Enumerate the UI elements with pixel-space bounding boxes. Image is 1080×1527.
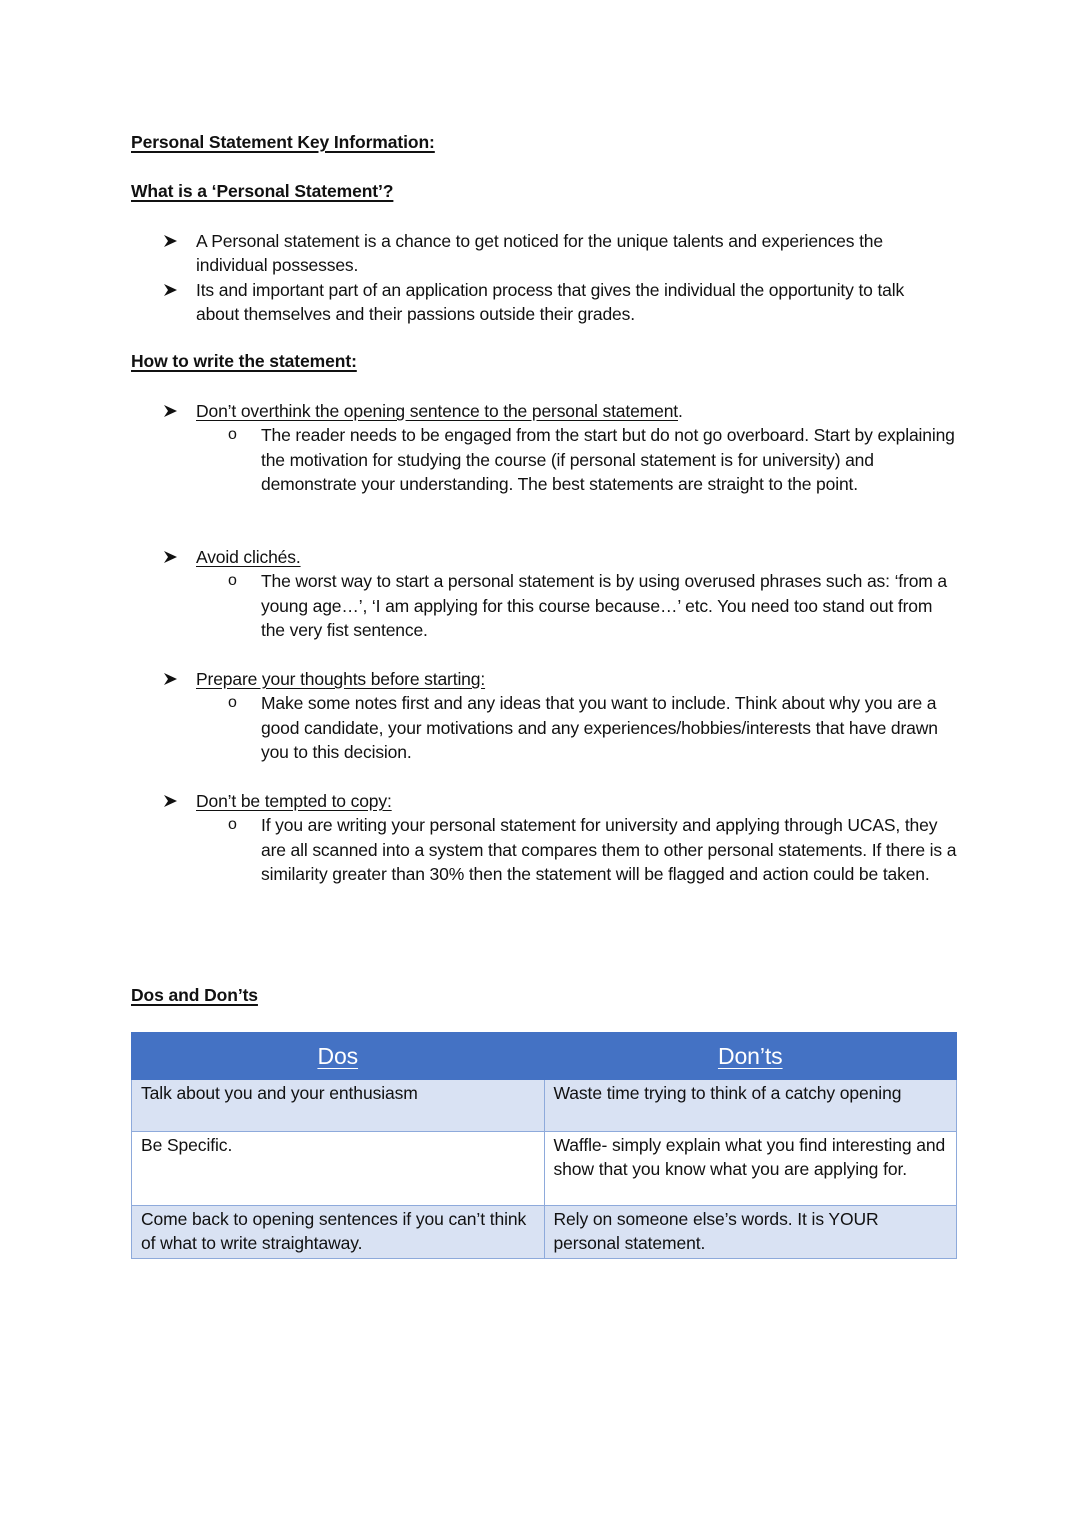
hollow-circle-bullet-icon: o	[228, 694, 237, 712]
hollow-circle-bullet-icon: o	[228, 816, 237, 834]
table-row	[132, 1132, 957, 1206]
tip-title: Avoid clichés.	[196, 547, 301, 567]
section-heading-how-to: How to write the statement:	[131, 351, 357, 371]
tip-detail: The reader needs to be engaged from the start but do not go overboard. Start by explaining the motivation for studying the course (if personal statement is for university) and demonstrate your understanding. The best statements are straight to the point.	[261, 425, 955, 494]
bullet-text: A Personal statement is a chance to get noticed for the unique talents and experiences the individual possesses.	[196, 231, 883, 276]
table-cell-do: Be Specific.	[132, 1132, 545, 1206]
section-heading-what-is: What is a ‘Personal Statement’?	[131, 181, 394, 201]
tip-title: Don’t be tempted to copy:	[196, 791, 392, 811]
table-row	[132, 1080, 957, 1132]
arrowhead-bullet-icon	[163, 667, 181, 691]
tip-detail-row	[0, 813, 1080, 886]
tip-prepare-thoughts	[0, 667, 1080, 764]
tip-detail-row	[0, 423, 1080, 496]
table-cell-do: Talk about you and your enthusiasm	[132, 1080, 545, 1132]
tip-detail: The worst way to start a personal statement is by using overused phrases such as: ‘from a young age…’, ‘I am applying for this course because…’ etc. You need too stand out from the very fist sentence.	[261, 571, 948, 640]
tip-title-row	[0, 789, 1080, 813]
table-cell-do: Come back to opening sentences if you can’t think of what to write straightaway.	[132, 1206, 545, 1259]
list-item	[0, 278, 1080, 327]
tip-detail-row	[0, 569, 1080, 642]
column-header-label: Don’ts	[717, 1042, 783, 1069]
tip-title: Don’t overthink the opening sentence to the personal statement	[196, 401, 678, 421]
table-row	[132, 1206, 957, 1259]
tip-detail: If you are writing your personal statement for university and applying through UCAS, they are all scanned into a system that compares them to other personal statements. If there is a similarity greater than 30% then the statement will be flagged and action could be taken.	[261, 815, 957, 884]
tip-title: Prepare your thoughts before starting:	[196, 669, 486, 689]
column-header-dos	[132, 1033, 545, 1080]
table-cell-dont: Waste time trying to think of a catchy opening	[544, 1080, 957, 1132]
hollow-circle-bullet-icon: o	[228, 572, 237, 590]
arrowhead-bullet-icon	[163, 399, 181, 423]
tip-detail: Make some notes first and any ideas that you want to include. Think about why you are a good candidate, your motivations and any experiences/hobbies/interests that have drawn you to this decision.	[261, 693, 938, 762]
tip-detail-row	[0, 691, 1080, 764]
tip-title-row	[0, 545, 1080, 569]
table-cell-dont: Rely on someone else’s words. It is YOUR personal statement.	[544, 1206, 957, 1259]
column-header-donts	[544, 1033, 957, 1080]
tip-dont-copy	[0, 789, 1080, 886]
what-is-bullet-list	[0, 229, 1080, 326]
hollow-circle-bullet-icon: o	[228, 426, 237, 444]
tip-title-row	[0, 667, 1080, 691]
tip-title-row	[0, 399, 1080, 423]
arrowhead-bullet-icon	[163, 545, 181, 569]
document-title: Personal Statement Key Information:	[131, 132, 435, 152]
dos-donts-table	[131, 1032, 957, 1259]
arrowhead-bullet-icon	[163, 278, 181, 302]
arrowhead-bullet-icon	[163, 229, 181, 253]
tip-avoid-cliches	[0, 545, 1080, 642]
column-header-label: Dos	[317, 1042, 359, 1069]
table-header-row	[132, 1033, 957, 1080]
tip-title-suffix: .	[678, 401, 683, 421]
list-item	[0, 229, 1080, 278]
section-heading-dos-donts: Dos and Don’ts	[131, 985, 258, 1005]
bullet-text: Its and important part of an application process that gives the individual the opportunity to talk about themselves and their passions outside their grades.	[196, 279, 905, 324]
arrowhead-bullet-icon	[163, 789, 181, 813]
table-cell-dont: Waffle- simply explain what you find interesting and show that you know what you are applying for.	[544, 1132, 957, 1206]
tip-opening-sentence	[0, 399, 1080, 496]
